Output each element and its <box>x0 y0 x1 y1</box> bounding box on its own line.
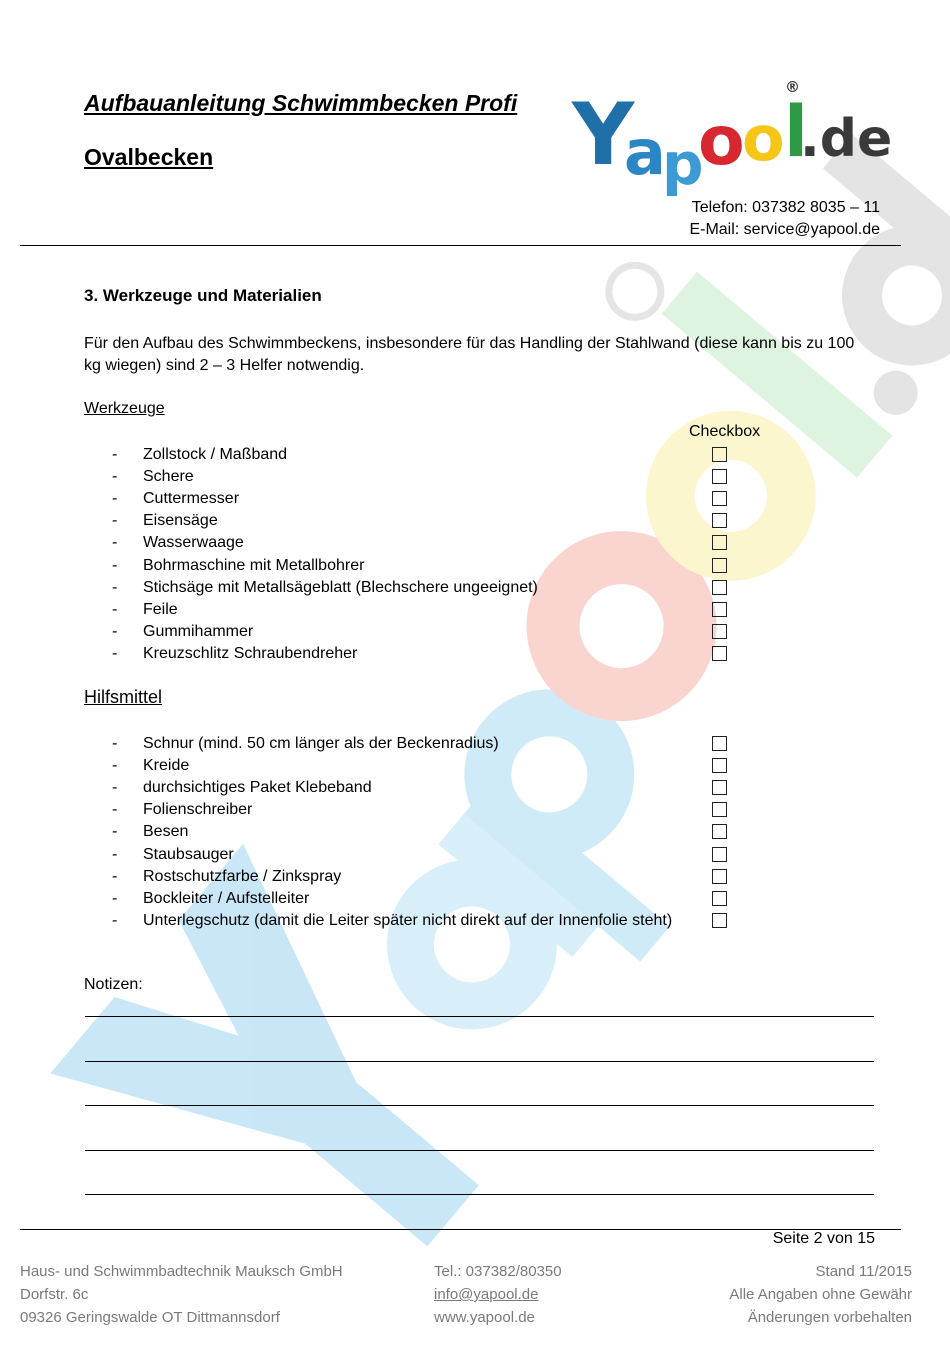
yapool-logo <box>572 76 893 198</box>
footer-tel: Tel.: 037382/80350 <box>434 1263 562 1280</box>
footer-divider <box>20 1229 901 1230</box>
svg-text:Y: Y <box>572 85 635 185</box>
checkbox[interactable] <box>712 491 727 506</box>
checklist-item <box>0 777 950 799</box>
checkbox[interactable] <box>712 758 727 773</box>
bullet-dash: - <box>112 867 118 885</box>
footer-stand: Stand 11/2015 <box>815 1263 912 1280</box>
bullet-dash: - <box>112 446 118 463</box>
checkbox[interactable] <box>712 780 727 795</box>
footer-street: Dorfstr. 6c <box>20 1286 89 1303</box>
checklist-item-label: Bohrmaschine mit Metallbohrer <box>143 556 365 574</box>
bullet-dash: - <box>112 735 118 752</box>
bullet-dash: - <box>112 468 118 486</box>
svg-text:l: l <box>784 91 808 173</box>
checklist-item-label: Staubsauger <box>143 845 234 863</box>
checklist-item-label: Cuttermesser <box>143 490 240 508</box>
bullet-dash: - <box>112 534 118 552</box>
footer-company: Haus- und Schwimmbadtechnik Mauksch GmbH <box>20 1263 343 1280</box>
checkbox[interactable] <box>712 646 727 661</box>
checkbox[interactable] <box>712 469 727 484</box>
bullet-dash: - <box>112 823 118 841</box>
footer-city: 09326 Geringswalde OT Dittmannsdorf <box>20 1309 280 1326</box>
checklist-item <box>0 733 950 755</box>
bullet-dash: - <box>112 757 118 775</box>
checklist-item <box>0 466 950 488</box>
checkbox-column-header: Checkbox <box>689 423 761 440</box>
document-title: Aufbauanleitung Schwimmbecken Profi <box>84 90 518 116</box>
checklist-item <box>0 643 950 665</box>
checklist-item-label: Kreuzschlitz Schraubendreher <box>143 644 358 662</box>
header-divider <box>20 245 901 246</box>
svg-text:.de: .de <box>800 109 893 169</box>
document-subtitle: Ovalbecken <box>84 144 214 170</box>
checklist-item <box>0 888 950 910</box>
checklist-item-label: Gummihammer <box>143 622 254 640</box>
checklist-item-label: Folienschreiber <box>143 801 253 819</box>
checklist-item <box>0 755 950 777</box>
phone-text: Telefon: 037382 8035 – 11 <box>691 199 880 216</box>
notes-line[interactable] <box>85 1061 874 1062</box>
svg-text:a: a <box>624 116 666 189</box>
checklist-item-label: Eisensäge <box>143 512 218 530</box>
bullet-dash: - <box>112 801 118 819</box>
intro-line: Für den Aufbau des Schwimmbeckens, insbesondere für das Handling der Stahlwand (diese kann bis zu 100 <box>84 335 855 352</box>
checklist-item <box>0 444 950 466</box>
notes-line[interactable] <box>85 1105 874 1106</box>
checklist-item-label: Rostschutzfarbe / Zinkspray <box>143 867 342 885</box>
checklist-item-label: Zollstock / Maßband <box>143 446 288 463</box>
checklist-item-label: Stichsäge mit Metallsägeblatt (Blechschere ungeeignet) <box>143 578 538 596</box>
checklist-item-label: Bockleiter / Aufstelleiter <box>143 889 310 907</box>
checklist-item-label: Schnur (mind. 50 cm länger als der Beckenradius) <box>143 735 499 752</box>
footer-address <box>20 1260 343 1329</box>
footer-changes: Änderungen vorbehalten <box>747 1309 912 1326</box>
checkbox[interactable] <box>712 447 727 462</box>
notes-line[interactable] <box>85 1150 874 1151</box>
bullet-dash: - <box>112 556 118 574</box>
checkbox[interactable] <box>712 535 727 550</box>
footer-legal <box>729 1260 912 1329</box>
footer-mail-link[interactable]: info@yapool.de <box>434 1286 539 1303</box>
checkbox[interactable] <box>712 513 727 528</box>
notes-line[interactable] <box>85 1016 874 1017</box>
checkbox[interactable] <box>712 824 727 839</box>
checklist-item <box>0 821 950 843</box>
checkbox[interactable] <box>712 580 727 595</box>
checklist-item <box>0 577 950 599</box>
footer-disclaimer: Alle Angaben ohne Gewähr <box>729 1286 912 1303</box>
checklist-item <box>0 510 950 532</box>
bullet-dash: - <box>112 600 118 618</box>
page-number: Seite 2 von 15 <box>772 1230 875 1247</box>
bullet-dash: - <box>112 889 118 907</box>
footer-web[interactable]: www.yapool.de <box>434 1309 535 1326</box>
checklist-item <box>0 555 950 577</box>
checklist-item <box>0 799 950 821</box>
checklist-item-label: Schere <box>143 468 194 486</box>
checklist-item-label: Kreide <box>143 757 190 775</box>
svg-text:o: o <box>742 102 785 175</box>
checklist-item-label: durchsichtiges Paket Klebeband <box>143 779 372 797</box>
email-text: E-Mail: service@yapool.de <box>689 221 880 238</box>
intro-paragraph <box>84 333 884 377</box>
checkbox[interactable] <box>712 847 727 862</box>
checklist-item-label: Wasserwaage <box>143 534 244 552</box>
checklist-item <box>0 844 950 866</box>
bullet-dash: - <box>112 779 118 797</box>
checkbox[interactable] <box>712 891 727 906</box>
checkbox[interactable] <box>712 802 727 817</box>
svg-text:®: ® <box>785 78 800 96</box>
checkbox[interactable] <box>712 624 727 639</box>
footer-contact <box>434 1260 562 1329</box>
svg-text:o: o <box>698 102 745 181</box>
notes-label: Notizen: <box>84 976 143 993</box>
checklist-item <box>0 621 950 643</box>
section-title: 3. Werkzeuge und Materialien <box>84 286 322 305</box>
bullet-dash: - <box>112 644 118 662</box>
checklist-item <box>0 488 950 510</box>
checklist-item <box>0 910 950 932</box>
checkbox[interactable] <box>712 558 727 573</box>
notes-line[interactable] <box>85 1194 874 1195</box>
bullet-dash: - <box>112 622 118 640</box>
bullet-dash: - <box>112 845 118 863</box>
checklist-item-label: Feile <box>143 600 178 618</box>
checkbox[interactable] <box>712 736 727 751</box>
bullet-dash: - <box>112 578 118 596</box>
bullet-dash: - <box>112 512 118 530</box>
checklist-item <box>0 532 950 554</box>
checklist-item <box>0 866 950 888</box>
bullet-dash: - <box>112 911 118 929</box>
checkbox[interactable] <box>712 602 727 617</box>
svg-text:p: p <box>662 130 704 198</box>
checkbox[interactable] <box>712 869 727 884</box>
aids-heading: Hilfsmittel <box>84 687 163 707</box>
contact-block <box>689 197 880 241</box>
bullet-dash: - <box>112 490 118 508</box>
checklist-item-label: Besen <box>143 823 189 841</box>
checklist-item-label: Unterlegschutz (damit die Leiter später nicht direkt auf der Innenfolie steht) <box>143 911 673 929</box>
tools-heading: Werkzeuge <box>84 400 165 417</box>
checklist-item <box>0 599 950 621</box>
checkbox[interactable] <box>712 913 727 928</box>
intro-line: kg wiegen) sind 2 – 3 Helfer notwendig. <box>84 357 365 374</box>
